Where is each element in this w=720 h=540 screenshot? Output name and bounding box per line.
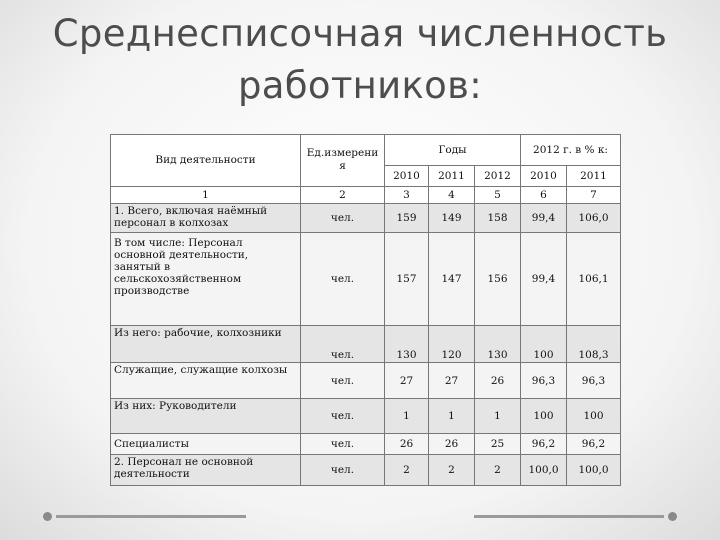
header-pct-2011: 2011 <box>567 166 621 187</box>
row-value-2010: 159 <box>385 203 429 232</box>
slide-title <box>0 8 720 112</box>
row-value-2011: 120 <box>429 326 475 363</box>
row-pct-2010: 100 <box>521 326 567 363</box>
row-unit: чел. <box>301 363 385 398</box>
decorative-bar-right <box>474 515 664 518</box>
row-value-2012: 130 <box>475 326 521 363</box>
row-pct-2010: 99,4 <box>521 203 567 232</box>
table-row <box>111 232 621 325</box>
table-row <box>111 398 621 433</box>
row-pct-2011: 100,0 <box>567 454 621 485</box>
row-pct-2011: 96,3 <box>567 363 621 398</box>
row-value-2011: 27 <box>429 363 475 398</box>
workforce-table <box>110 134 621 486</box>
row-activity: Служащие, служащие колхозы <box>111 363 301 398</box>
col-number: 4 <box>429 186 475 203</box>
decorative-dot-left <box>43 512 52 521</box>
row-value-2010: 1 <box>385 398 429 433</box>
row-value-2011: 2 <box>429 454 475 485</box>
row-pct-2010: 100,0 <box>521 454 567 485</box>
title-line-2: работников: <box>238 64 482 107</box>
row-pct-2011: 100 <box>567 398 621 433</box>
row-value-2012: 25 <box>475 434 521 455</box>
row-pct-2010: 100 <box>521 398 567 433</box>
header-row-1 <box>111 135 621 166</box>
row-value-2012: 1 <box>475 398 521 433</box>
row-value-2010: 26 <box>385 434 429 455</box>
row-value-2010: 157 <box>385 232 429 325</box>
row-unit: чел. <box>301 454 385 485</box>
row-unit: чел. <box>301 203 385 232</box>
row-value-2010: 27 <box>385 363 429 398</box>
header-year-2011: 2011 <box>429 166 475 187</box>
header-unit: Ед.измерени я <box>301 135 385 187</box>
row-unit: чел. <box>301 434 385 455</box>
row-unit: чел. <box>301 398 385 433</box>
col-number: 6 <box>521 186 567 203</box>
decorative-bar-left <box>56 515 246 518</box>
row-value-2012: 158 <box>475 203 521 232</box>
row-value-2012: 156 <box>475 232 521 325</box>
row-pct-2011: 106,1 <box>567 232 621 325</box>
row-value-2012: 26 <box>475 363 521 398</box>
row-value-2010: 2 <box>385 454 429 485</box>
header-pct: 2012 г. в % к: <box>521 135 621 166</box>
table-row <box>111 326 621 363</box>
header-year-2012: 2012 <box>475 166 521 187</box>
table-row <box>111 363 621 398</box>
header-years: Годы <box>385 135 521 166</box>
row-value-2011: 147 <box>429 232 475 325</box>
row-activity: Из них: Руководители <box>111 398 301 433</box>
header-year-2010: 2010 <box>385 166 429 187</box>
row-value-2011: 26 <box>429 434 475 455</box>
decorative-dot-right <box>668 512 677 521</box>
row-activity: 1. Всего, включая наёмный персонал в колхозах <box>111 203 301 232</box>
col-number: 5 <box>475 186 521 203</box>
header-activity: Вид деятельности <box>111 135 301 187</box>
row-value-2012: 2 <box>475 454 521 485</box>
title-line-1: Среднесписочная численность <box>52 12 668 55</box>
row-value-2011: 1 <box>429 398 475 433</box>
row-activity: Специалисты <box>111 434 301 455</box>
column-numbers-row <box>111 186 621 203</box>
col-number: 7 <box>567 186 621 203</box>
row-pct-2010: 96,3 <box>521 363 567 398</box>
table-row <box>111 434 621 455</box>
row-value-2010: 130 <box>385 326 429 363</box>
row-value-2011: 149 <box>429 203 475 232</box>
table-row <box>111 203 621 232</box>
row-activity: В том числе: Персонал основной деятельности, занятый в сельскохозяйственном производстве <box>111 232 301 325</box>
row-activity: 2. Персонал не основной деятельности <box>111 454 301 485</box>
row-pct-2011: 96,2 <box>567 434 621 455</box>
row-unit: чел. <box>301 326 385 363</box>
row-pct-2010: 96,2 <box>521 434 567 455</box>
data-table-container <box>110 134 620 486</box>
col-number: 1 <box>111 186 301 203</box>
table-row <box>111 454 621 485</box>
col-number: 3 <box>385 186 429 203</box>
row-pct-2011: 106,0 <box>567 203 621 232</box>
header-pct-2010: 2010 <box>521 166 567 187</box>
row-activity: Из него: рабочие, колхозники <box>111 326 301 363</box>
col-number: 2 <box>301 186 385 203</box>
row-pct-2010: 99,4 <box>521 232 567 325</box>
row-unit: чел. <box>301 232 385 325</box>
row-pct-2011: 108,3 <box>567 326 621 363</box>
